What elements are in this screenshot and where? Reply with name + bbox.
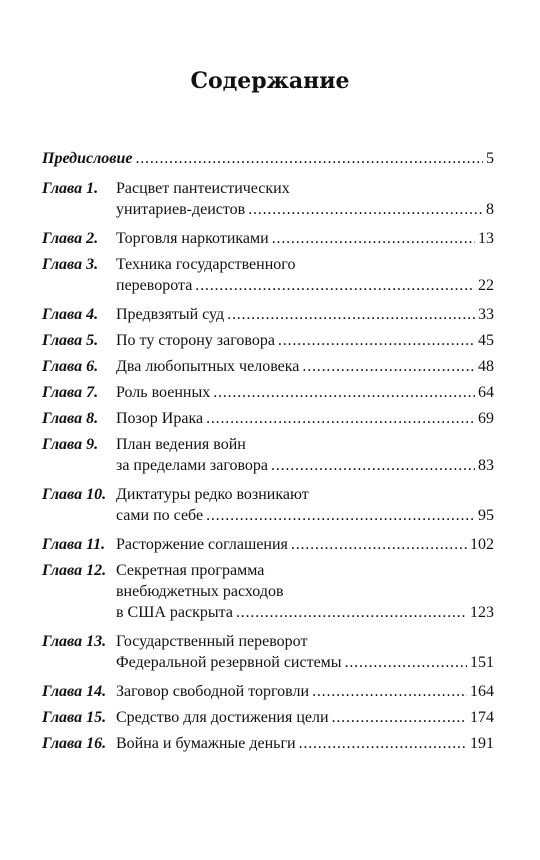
chapter-label: Глава 10.	[42, 486, 107, 503]
dot-leader	[236, 602, 467, 623]
toc-chapter-entry[interactable]	[42, 707, 494, 728]
chapter-page-number: 8	[486, 201, 494, 218]
chapter-title-line: Государственный переворот	[116, 633, 308, 650]
dot-leader	[195, 275, 475, 296]
chapter-title-line: унитариев-деистов	[116, 201, 246, 218]
chapter-title-line: переворота	[116, 277, 193, 294]
chapter-title-last-line	[116, 275, 494, 296]
dot-leader	[291, 534, 467, 555]
chapter-page-number: 164	[470, 683, 494, 700]
chapter-list	[42, 178, 494, 754]
chapter-label: Глава 12.	[42, 562, 107, 579]
toc-chapter-entry[interactable]	[42, 330, 494, 351]
chapter-label: Глава 6.	[42, 358, 99, 375]
toc-chapter-entry[interactable]	[42, 178, 494, 220]
chapter-title-block	[116, 681, 494, 702]
chapter-label: Глава 8.	[42, 410, 99, 427]
dot-leader	[213, 382, 475, 403]
chapter-label: Глава 3.	[42, 256, 99, 273]
preface-title: Предисловие	[42, 150, 133, 167]
chapter-title-block	[116, 434, 494, 476]
chapter-page-number: 22	[478, 277, 494, 294]
chapter-title-last-line	[116, 733, 494, 754]
toc-chapter-entry[interactable]	[42, 254, 494, 296]
chapter-page-number: 191	[470, 735, 494, 752]
chapter-title-line: Позор Ирака	[116, 410, 204, 427]
dot-leader	[206, 408, 475, 429]
chapter-label: Глава 9.	[42, 436, 99, 453]
chapter-title-line: Война и бумажные деньги	[116, 735, 296, 752]
chapter-title-block	[116, 707, 494, 728]
chapter-title-last-line	[116, 534, 494, 555]
chapter-title-block	[116, 484, 494, 526]
toc-chapter-entry[interactable]	[42, 733, 494, 754]
chapter-page-number: 69	[478, 410, 494, 427]
dot-leader	[302, 356, 475, 377]
toc-chapter-entry[interactable]	[42, 560, 494, 623]
chapter-title-block	[116, 330, 494, 351]
chapter-title-line: Средство для достижения цели	[116, 709, 329, 726]
chapter-page-number: 95	[478, 507, 494, 524]
chapter-page-number: 13	[478, 230, 494, 247]
toc-chapter-entry[interactable]	[42, 631, 494, 673]
chapter-page-number: 33	[478, 306, 494, 323]
chapter-title-block	[116, 560, 494, 623]
chapter-title-last-line	[116, 681, 494, 702]
chapter-title-line: Предвзятый суд	[116, 306, 225, 323]
chapter-label: Глава 11.	[42, 536, 106, 553]
chapter-page-number: 102	[470, 536, 494, 553]
chapter-label: Глава 7.	[42, 384, 99, 401]
chapter-title-last-line	[116, 330, 494, 351]
table-of-contents	[42, 148, 494, 759]
chapter-title-block	[116, 304, 494, 325]
chapter-label: Глава 4.	[42, 306, 99, 323]
chapter-title-last-line	[116, 652, 494, 673]
chapter-title-line: По ту сторону заговора	[116, 332, 275, 349]
chapter-title-line: сами по себе	[116, 507, 204, 524]
chapter-title-block	[116, 356, 494, 377]
toc-chapter-entry[interactable]	[42, 681, 494, 702]
chapter-title-line: Торговля наркотиками	[116, 230, 269, 247]
chapter-title-line: за пределами заговора	[116, 457, 269, 474]
preface-page-number: 5	[486, 150, 494, 167]
chapter-page-number: 174	[470, 709, 494, 726]
chapter-title-block	[116, 178, 494, 220]
dot-leader	[248, 199, 483, 220]
chapter-label: Глава 16.	[42, 735, 107, 752]
dot-leader	[312, 681, 467, 702]
chapter-title-last-line	[116, 228, 494, 249]
toc-chapter-entry[interactable]	[42, 534, 494, 555]
chapter-title-block	[116, 408, 494, 429]
dot-leader	[299, 733, 467, 754]
chapter-label: Глава 13.	[42, 633, 107, 650]
chapter-label: Глава 5.	[42, 332, 99, 349]
chapter-label: Глава 1.	[42, 180, 99, 197]
chapter-title-last-line	[116, 602, 494, 623]
chapter-title-line: Расторжение соглашения	[116, 536, 288, 553]
chapter-title-line: Диктатуры редко возникают	[116, 486, 309, 503]
toc-chapter-entry[interactable]	[42, 304, 494, 325]
chapter-title-line: Федеральной резервной системы	[116, 654, 342, 671]
chapter-label: Глава 2.	[42, 230, 99, 247]
chapter-title-last-line	[116, 455, 494, 476]
dot-leader	[278, 330, 475, 351]
chapter-page-number: 45	[478, 332, 494, 349]
toc-preface-entry[interactable]	[42, 148, 494, 169]
chapter-title-line: Два любопытных человека	[116, 358, 300, 375]
dot-leader	[227, 304, 475, 325]
chapter-title-block	[116, 254, 494, 296]
chapter-title-last-line	[116, 707, 494, 728]
chapter-label: Глава 14.	[42, 683, 107, 700]
dot-leader	[135, 148, 483, 169]
chapter-title-line: Роль военных	[116, 384, 211, 401]
chapter-title-last-line	[116, 304, 494, 325]
chapter-title-line: Техника государственного	[116, 256, 296, 273]
chapter-title-line: Секретная программа	[116, 562, 265, 579]
chapter-title-last-line	[116, 356, 494, 377]
chapter-title-line: Заговор свободной торговли	[116, 683, 310, 700]
chapter-title-block	[116, 382, 494, 403]
chapter-page-number: 48	[478, 358, 494, 375]
chapter-title-last-line	[116, 382, 494, 403]
toc-chapter-entry[interactable]	[42, 382, 494, 403]
dot-leader	[206, 505, 475, 526]
chapter-title-last-line	[116, 408, 494, 429]
chapter-page-number: 64	[478, 384, 494, 401]
chapter-title-block	[116, 733, 494, 754]
toc-chapter-entry[interactable]	[42, 434, 494, 476]
chapter-title-block	[116, 631, 494, 673]
chapter-title-last-line	[116, 199, 494, 220]
chapter-title-line: в США раскрыта	[116, 604, 233, 621]
chapter-page-number: 83	[478, 457, 494, 474]
toc-chapter-entry[interactable]	[42, 484, 494, 526]
dot-leader	[345, 652, 467, 673]
chapter-page-number: 123	[470, 604, 494, 621]
dot-leader	[271, 455, 475, 476]
dot-leader	[332, 707, 467, 728]
chapter-title-line: внебюджетных расходов	[116, 583, 284, 600]
chapter-title-line: Расцвет пантеистических	[116, 180, 290, 197]
toc-chapter-entry[interactable]	[42, 228, 494, 249]
chapter-label: Глава 15.	[42, 709, 107, 726]
dot-leader	[272, 228, 475, 249]
page-title: Содержание	[190, 68, 350, 94]
toc-chapter-entry[interactable]	[42, 356, 494, 377]
chapter-title-block	[116, 534, 494, 555]
chapter-title-line: План ведения войн	[116, 436, 246, 453]
chapter-title-block	[116, 228, 494, 249]
toc-chapter-entry[interactable]	[42, 408, 494, 429]
chapter-page-number: 151	[470, 654, 494, 671]
chapter-title-last-line	[116, 505, 494, 526]
